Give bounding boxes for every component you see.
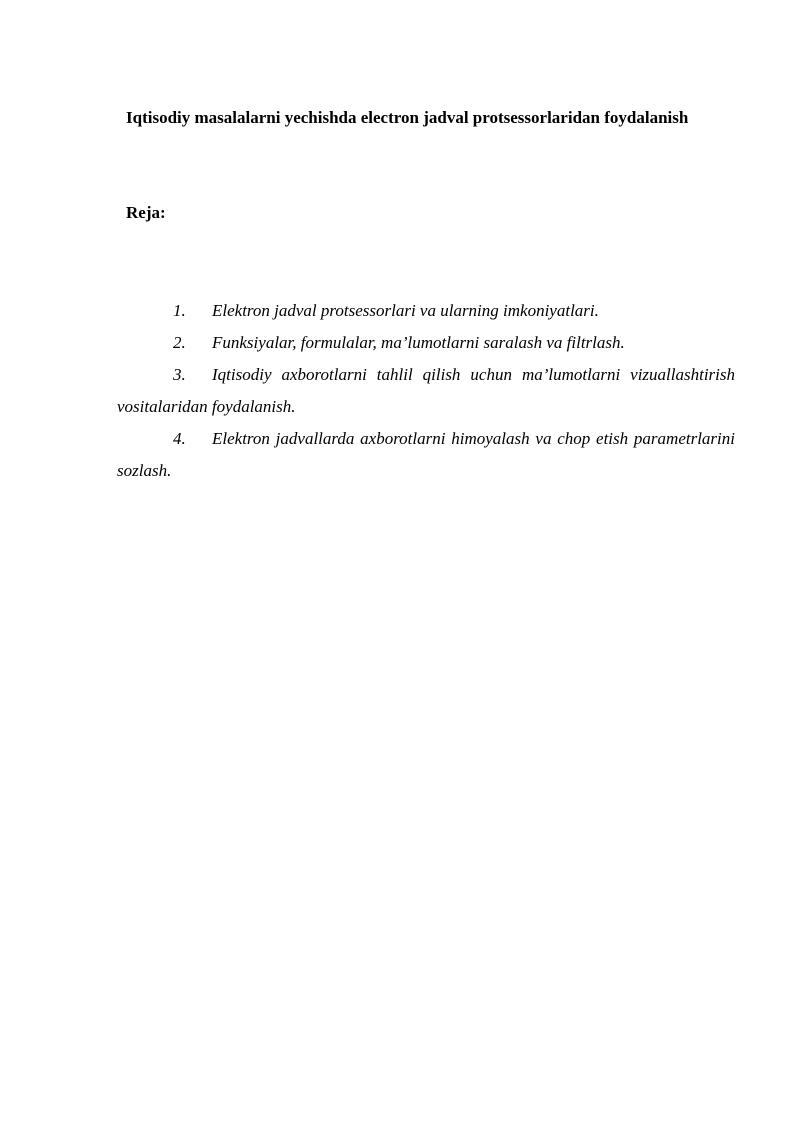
plan-item-1 [117,295,735,327]
plan-item-4 [117,423,735,487]
plan-item-text: Iqtisodiy axborotlarni tahlil qilish uchun ma’lumotlarni vizuallashtirish vositalaridan foydalanish. [117,365,735,416]
plan-item-text: Elektron jadvallarda axborotlarni himoyalash va chop etish parametrlarini sozlash. [117,429,735,480]
plan-item-text: Elektron jadval protsessorlari va ularning imkoniyatlari. [212,301,599,320]
plan-item-number: 4. [173,429,186,448]
plan-item-number: 2. [173,333,186,352]
plan-item-number: 3. [173,365,186,384]
document-title: Iqtisodiy masalalarni yechishda electron jadval protsessorlaridan foydalanish [126,108,689,127]
plan-item-3 [117,359,735,423]
plan-heading: Reja: [126,203,166,222]
plan-list [117,295,735,487]
plan-item-number: 1. [173,301,186,320]
plan-item-2 [117,327,735,359]
plan-item-text: Funksiyalar, formulalar, ma’lumotlarni saralash va filtrlash. [212,333,625,352]
